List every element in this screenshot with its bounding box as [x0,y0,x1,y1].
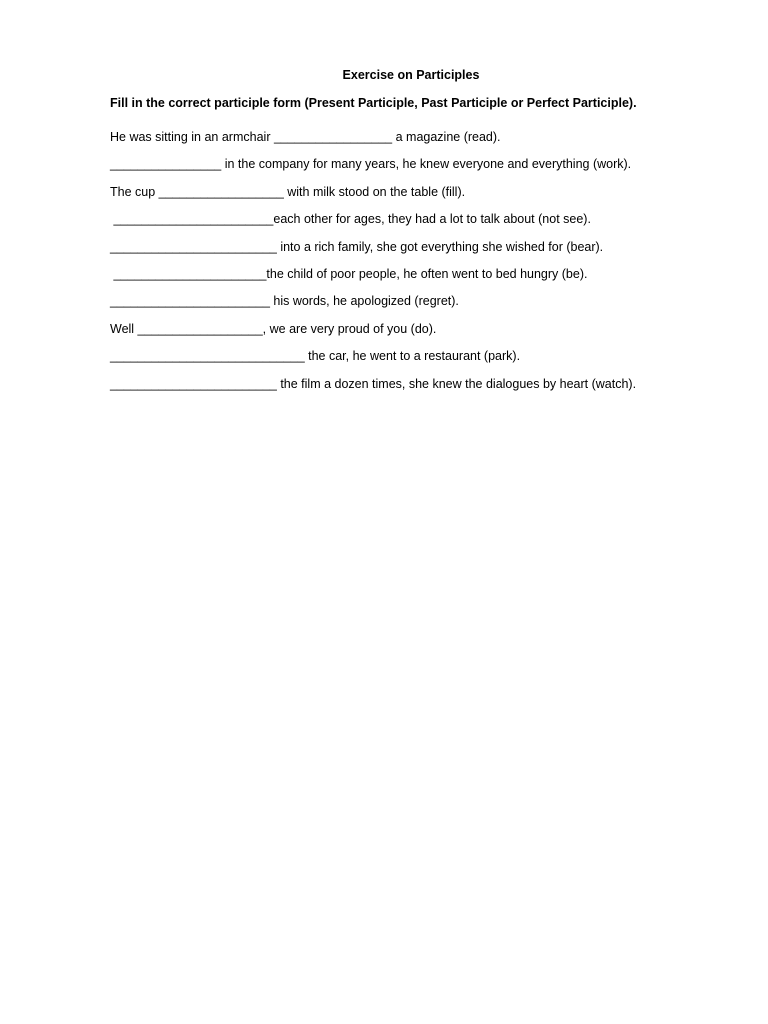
exercise-sentence-8: Well __________________, we are very proud of you (do). [110,321,437,336]
exercise-sentence-10: ________________________ the film a dozen times, she knew the dialogues by heart (watch). [110,376,637,391]
exercise-sentence-6: ______________________the child of poor people, he often went to bed hungry (be). [110,266,588,281]
exercise-sentence-3: The cup __________________ with milk stood on the table (fill). [110,184,466,199]
exercise-sentence-7: _______________________ his words, he apologized (regret). [110,294,459,309]
exercise-sentence-4: _______________________each other for ages, they had a lot to talk about (not see). [110,212,591,227]
exercise-sentence-1: He was sitting in an armchair _________________ a magazine (read). [110,130,501,144]
exercise-sentence-9: ____________________________ the car, he went to a restaurant (park). [110,349,521,364]
page-title: Exercise on Participles [342,68,480,82]
exercise-sentence-2: ________________ in the company for many years, he knew everyone and everything (work). [110,157,632,172]
exercise-sentence-list [110,124,636,398]
exercise-instruction: Fill in the correct participle form (Present Participle, Past Participle or Perfect Participle). [110,96,637,110]
exercise-sentence-5: ________________________ into a rich family, she got everything she wished for (bear). [110,239,604,254]
